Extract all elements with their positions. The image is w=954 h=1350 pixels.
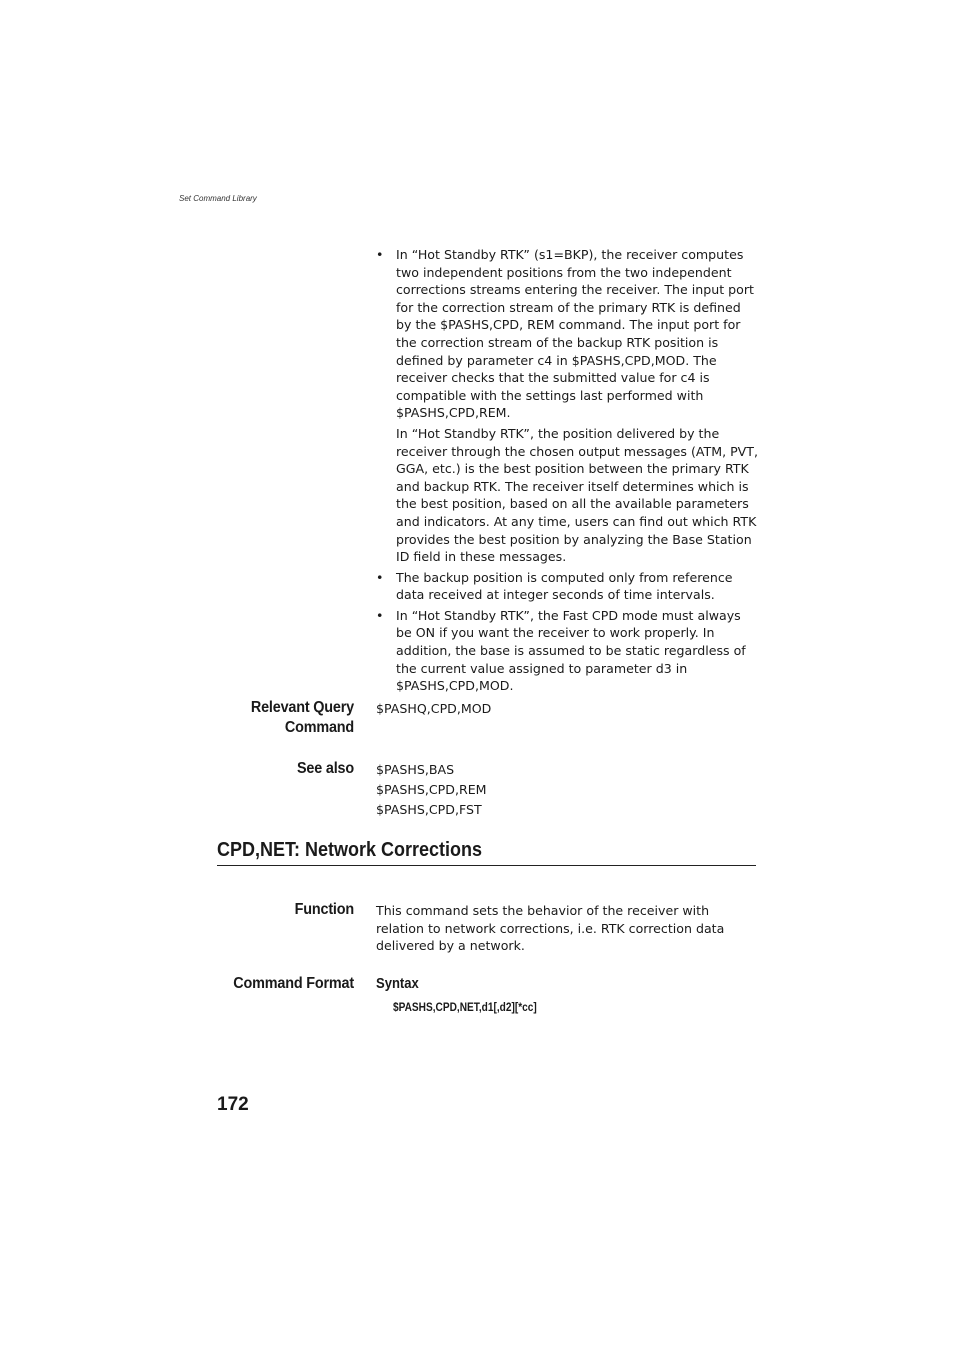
section-title: CPD,NET: Network Corrections [217, 839, 483, 861]
list-item [376, 569, 758, 604]
section-divider [217, 865, 756, 866]
bullet-icon: • [376, 607, 384, 623]
bullet-paragraph: In “Hot Standby RTK”, the position delivered by the receiver through the chosen output messages (ATM, PVT, GGA, etc.) is the best position between the primary RTK and backup RTK. The receiver itself determines which is the best position, based on all the available parameters and indicators. At any time, users can find out which RTK provides the best position by analyzing the Base Station ID field in these messages. [396, 425, 758, 565]
bullet-paragraph: In “Hot Standby RTK”, the Fast CPD mode must always be ON if you want the receiver to work properly. In addition, the base is assumed to be static regardless of the current value assigned to parameter d3 in $PASHS,CPD,MOD. [396, 607, 746, 694]
relevant-query-label-line2: Command [284, 719, 354, 736]
see-also-list [376, 760, 756, 820]
relevant-query-value: $PASHQ,CPD,MOD [376, 701, 492, 716]
see-also-item: $PASHS,CPD,REM [376, 782, 487, 797]
syntax-heading: Syntax [376, 976, 419, 992]
running-header: Set Command Library [179, 194, 257, 203]
relevant-query-label [174, 698, 354, 738]
bullet-icon: • [376, 247, 384, 262]
command-format-label: Command Format [233, 975, 354, 992]
page-number: 172 [217, 1094, 249, 1115]
see-also-label: See also [296, 760, 354, 777]
list-item [376, 246, 758, 566]
bullet-paragraph: In “Hot Standby RTK” (s1=BKP), the receiver computes two independent positions from the two independent corrections streams entering the receiver. The input port for the correction stream of the primary RTK is defined by the $PASHS,CPD, REM command. The input port for the correction stream of the backup RTK position is defined by parameter c4 in $PASHS,CPD,MOD. The receiver checks that the submitted value for c4 is compatible with the settings last performed with $PASHS,CPD,REM. [396, 247, 754, 421]
bullet-paragraph: The backup position is computed only from reference data received at integer seconds of time intervals. [396, 569, 733, 603]
function-text: This command sets the behavior of the receiver with relation to network corrections, i.e. RTK correction data delivered by a network. [376, 903, 725, 954]
see-also-item: $PASHS,BAS [376, 762, 455, 777]
syntax-string: $PASHS,CPD,NET,d1[,d2][*cc] [393, 1002, 537, 1014]
bullet-icon: • [376, 569, 384, 585]
relevant-query-label-line1: Relevant Query [250, 699, 354, 716]
function-label: Function [294, 901, 354, 918]
see-also-item: $PASHS,CPD,FST [376, 802, 482, 817]
bullet-list [376, 246, 758, 698]
list-item [376, 607, 758, 695]
